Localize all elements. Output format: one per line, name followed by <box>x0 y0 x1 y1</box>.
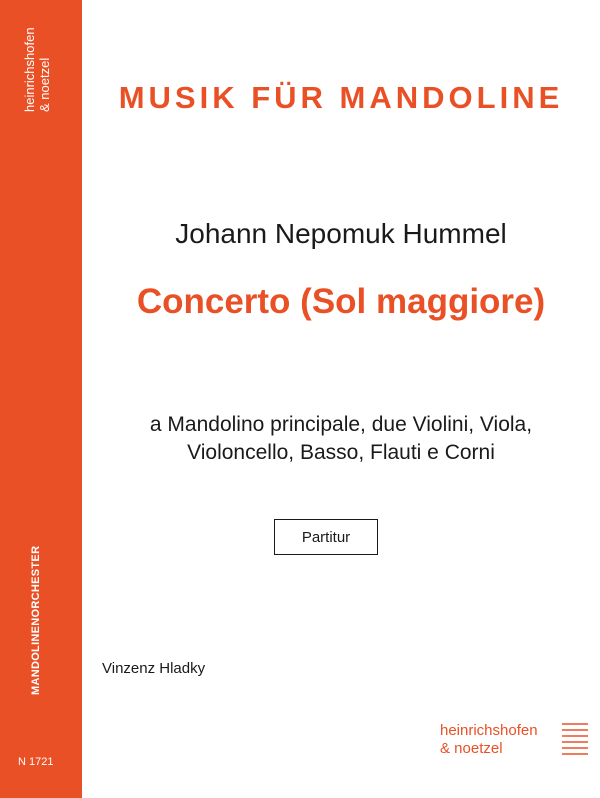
staff-lines-icon <box>562 722 590 762</box>
publisher-logo <box>440 720 590 770</box>
instrumentation-line1: a Mandolino principale, due Violini, Viola, <box>149 413 533 436</box>
edition-type-label: Partitur <box>301 528 351 546</box>
sidebar-series-label: MANDOLINENORCHESTER <box>30 545 42 695</box>
instrumentation <box>82 411 600 467</box>
publisher-logo-line2: & noetzel <box>440 740 503 757</box>
sidebar-publisher-line1: heinrichshofen <box>22 27 37 112</box>
sidebar-publisher <box>22 27 52 112</box>
composer-name: Johann Nepomuk Hummel <box>175 218 507 249</box>
sidebar-publisher-line2: & noetzel <box>37 57 52 112</box>
editor-name: Vinzenz Hladky <box>102 660 206 677</box>
sidebar-band <box>0 0 82 798</box>
publisher-logo-line1: heinrichshofen <box>440 722 538 739</box>
instrumentation-line2: Violoncello, Basso, Flauti e Corni <box>187 441 495 464</box>
publisher-logo-text <box>440 722 538 758</box>
work-title: Concerto (Sol maggiore) <box>136 282 546 321</box>
catalog-number: N 1721 <box>18 756 54 768</box>
edition-type-badge <box>274 519 378 555</box>
series-title: MUSIK FÜR MANDOLINE <box>118 80 564 115</box>
